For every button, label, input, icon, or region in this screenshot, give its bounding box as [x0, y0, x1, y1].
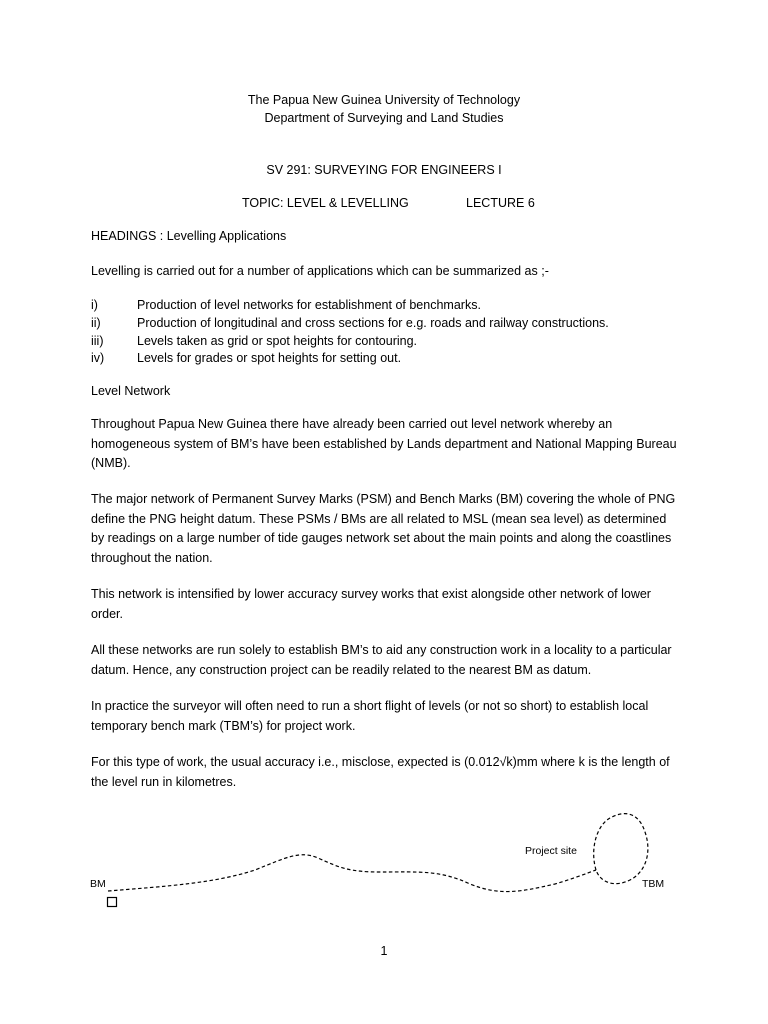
list-item-number: ii)	[91, 315, 101, 330]
list-item-text: Production of longitudinal and cross sections for e.g. roads and railway constructions.	[137, 315, 609, 330]
course-title: SV 291: SURVEYING FOR ENGINEERS I	[266, 163, 502, 177]
list-item-number: iv)	[91, 351, 105, 366]
applications-list	[91, 297, 609, 368]
list-item-text: Production of level networks for establishment of benchmarks.	[137, 298, 481, 312]
paragraph: For this type of work, the usual accuracy i.e., misclose, expected is (0.012√k)mm where k is the length of the level run in kilometres.	[91, 755, 670, 789]
paragraph: In practice the surveyor will often need to run a short flight of levels (or not so short) to establish local temporary bench mark (TBM’s) for project work.	[91, 699, 649, 733]
paragraph: This network is intensified by lower accuracy survey works that exist alongside other network of lower order.	[91, 587, 651, 621]
level-run-diagram	[0, 800, 768, 920]
department-name: Department of Surveying and Land Studies	[264, 111, 504, 125]
list-item-number: iii)	[91, 333, 104, 348]
lecture-number: LECTURE 6	[466, 196, 535, 210]
list-item-text: Levels for grades or spot heights for setting out.	[137, 351, 402, 366]
paragraph: All these networks are run solely to establish BM’s to aid any construction work in a locality to a particular datum. Hence, any construction project can be readily related to the nearest BM as datum.	[91, 643, 672, 677]
benchmark-marker	[108, 898, 117, 907]
tbm-label: TBM	[642, 878, 665, 890]
list-item	[91, 297, 609, 315]
project-site-loop	[594, 814, 648, 884]
list-item	[91, 315, 609, 333]
paragraph: Throughout Papua New Guinea there have already been carried out level network whereby an homogeneous system of BM’s have been established by Lands department and National Mapping Bureau (NMB).	[91, 417, 677, 470]
headings-line: HEADINGS : Levelling Applications	[91, 229, 287, 243]
list-item	[91, 350, 609, 368]
page-number: 1	[380, 944, 388, 958]
bm-label: BM	[90, 878, 106, 890]
intro-text: Levelling is carried out for a number of applications which can be summarized as ;-	[91, 264, 549, 278]
paragraph: The major network of Permanent Survey Marks (PSM) and Bench Marks (BM) covering the whole of PNG define the PNG height datum. These PSMs / BMs are all related to MSL (mean sea level) as determined by readings on a large number of tide gauges network set about the main points and along the coastlines throughout the nation.	[91, 492, 676, 565]
list-item-number: i)	[91, 298, 98, 312]
project-site-label: Project site	[525, 845, 577, 857]
level-run-path	[108, 855, 596, 892]
section-title: Level Network	[91, 384, 171, 398]
topic-title: TOPIC: LEVEL & LEVELLING	[242, 196, 409, 210]
list-item-text: Levels taken as grid or spot heights for contouring.	[137, 333, 418, 348]
university-name: The Papua New Guinea University of Technology	[247, 93, 521, 107]
list-item	[91, 333, 609, 351]
